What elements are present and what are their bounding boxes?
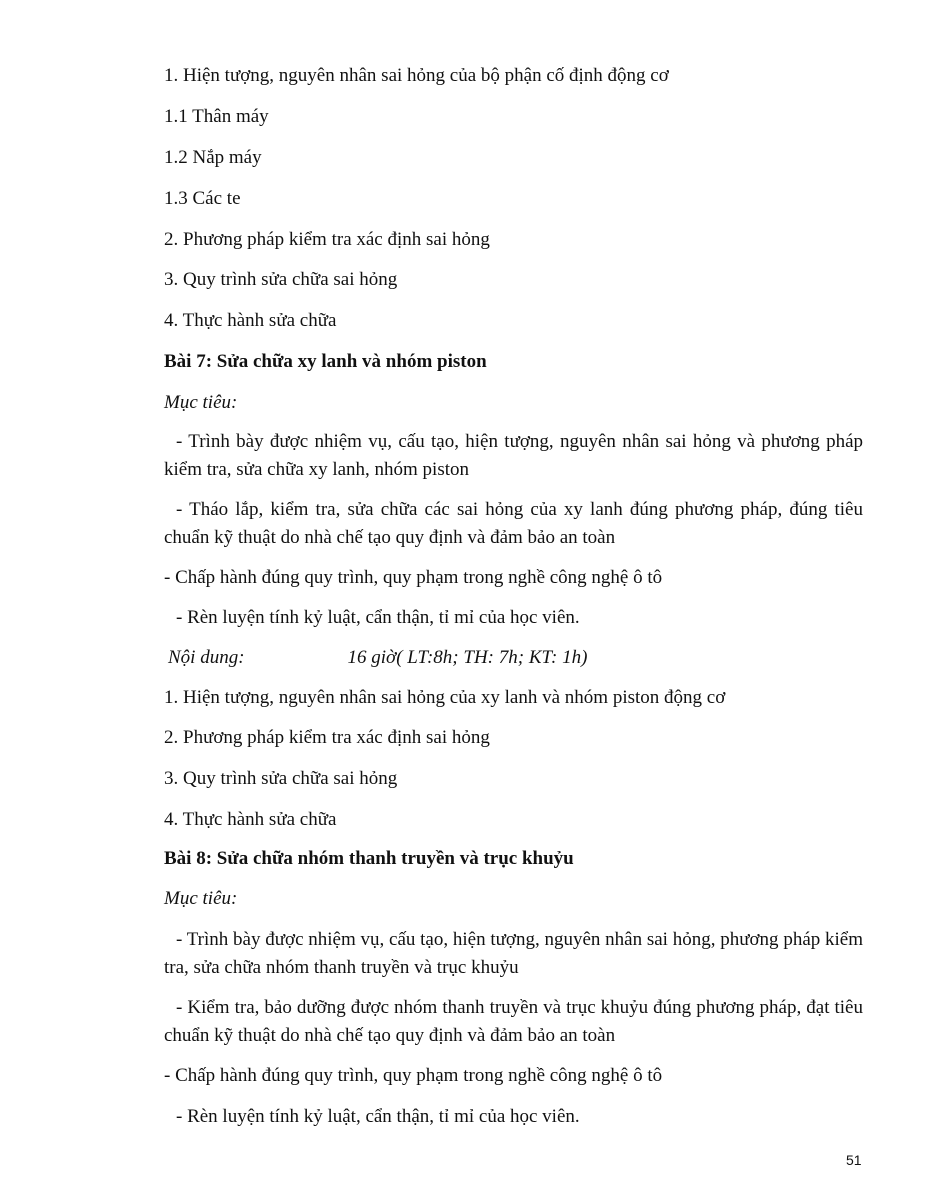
lesson-7-objective: - Tháo lắp, kiểm tra, sửa chữa các sai hỏng của xy lanh đúng phương pháp, đúng tiêu chuẩn kỹ thuật do nhà chế tạo quy định và đảm bảo an toàn — [164, 499, 863, 548]
lesson-8-title: Bài 8: Sửa chữa nhóm thanh truyền và trục khuỷu — [164, 848, 574, 869]
lesson-7-content-label: Nội dung: — [168, 647, 245, 668]
lesson-8-objectives-label: Mục tiêu: — [164, 888, 238, 909]
list-item: 1. Hiện tượng, nguyên nhân sai hỏng của bộ phận cố định động cơ — [164, 65, 669, 86]
list-item: 3. Quy trình sửa chữa sai hỏng — [164, 768, 398, 789]
list-item: 3. Quy trình sửa chữa sai hỏng — [164, 269, 398, 290]
list-item: 1.2 Nắp máy — [164, 147, 262, 168]
lesson-8-objective: - Chấp hành đúng quy trình, quy phạm trong nghề công nghệ ô tô — [164, 1065, 663, 1086]
lesson-8-objective: - Kiểm tra, bảo dưỡng được nhóm thanh truyền và trục khuỷu đúng phương pháp, đạt tiêu chuẩn kỹ thuật do nhà chế tạo quy định và đảm bảo an toàn — [164, 997, 863, 1046]
lesson-8-objective: - Trình bày được nhiệm vụ, cấu tạo, hiện tượng, nguyên nhân sai hỏng, phương pháp kiểm tra, sửa chữa nhóm thanh truyền và trục khuỷu — [164, 929, 863, 978]
lesson-7-title: Bài 7: Sửa chữa xy lanh và nhóm piston — [164, 351, 487, 372]
lesson-7-content-row — [168, 646, 587, 670]
lesson-8-objective: - Rèn luyện tính kỷ luật, cẩn thận, tỉ mỉ của học viên. — [176, 1106, 580, 1127]
list-item: 4. Thực hành sửa chữa — [164, 809, 337, 830]
page-number: 51 — [846, 1152, 862, 1168]
list-item: 1. Hiện tượng, nguyên nhân sai hỏng của xy lanh và nhóm piston động cơ — [164, 687, 726, 708]
list-item: 2. Phương pháp kiểm tra xác định sai hỏng — [164, 229, 490, 250]
lesson-7-objective: - Rèn luyện tính kỷ luật, cẩn thận, tỉ mỉ của học viên. — [176, 607, 580, 628]
lesson-7-content-hours: 16 giờ( LT:8h; TH: 7h; KT: 1h) — [347, 647, 588, 668]
list-item: 4. Thực hành sửa chữa — [164, 310, 337, 331]
lesson-7-objectives-label: Mục tiêu: — [164, 392, 238, 413]
lesson-7-objective: - Trình bày được nhiệm vụ, cấu tạo, hiện tượng, nguyên nhân sai hỏng và phương pháp kiểm tra, sửa chữa xy lanh, nhóm piston — [164, 431, 863, 480]
list-item: 2. Phương pháp kiểm tra xác định sai hỏng — [164, 727, 490, 748]
list-item: 1.1 Thân máy — [164, 106, 269, 127]
lesson-7-objective: - Chấp hành đúng quy trình, quy phạm trong nghề công nghệ ô tô — [164, 567, 663, 588]
list-item: 1.3 Các te — [164, 188, 241, 209]
